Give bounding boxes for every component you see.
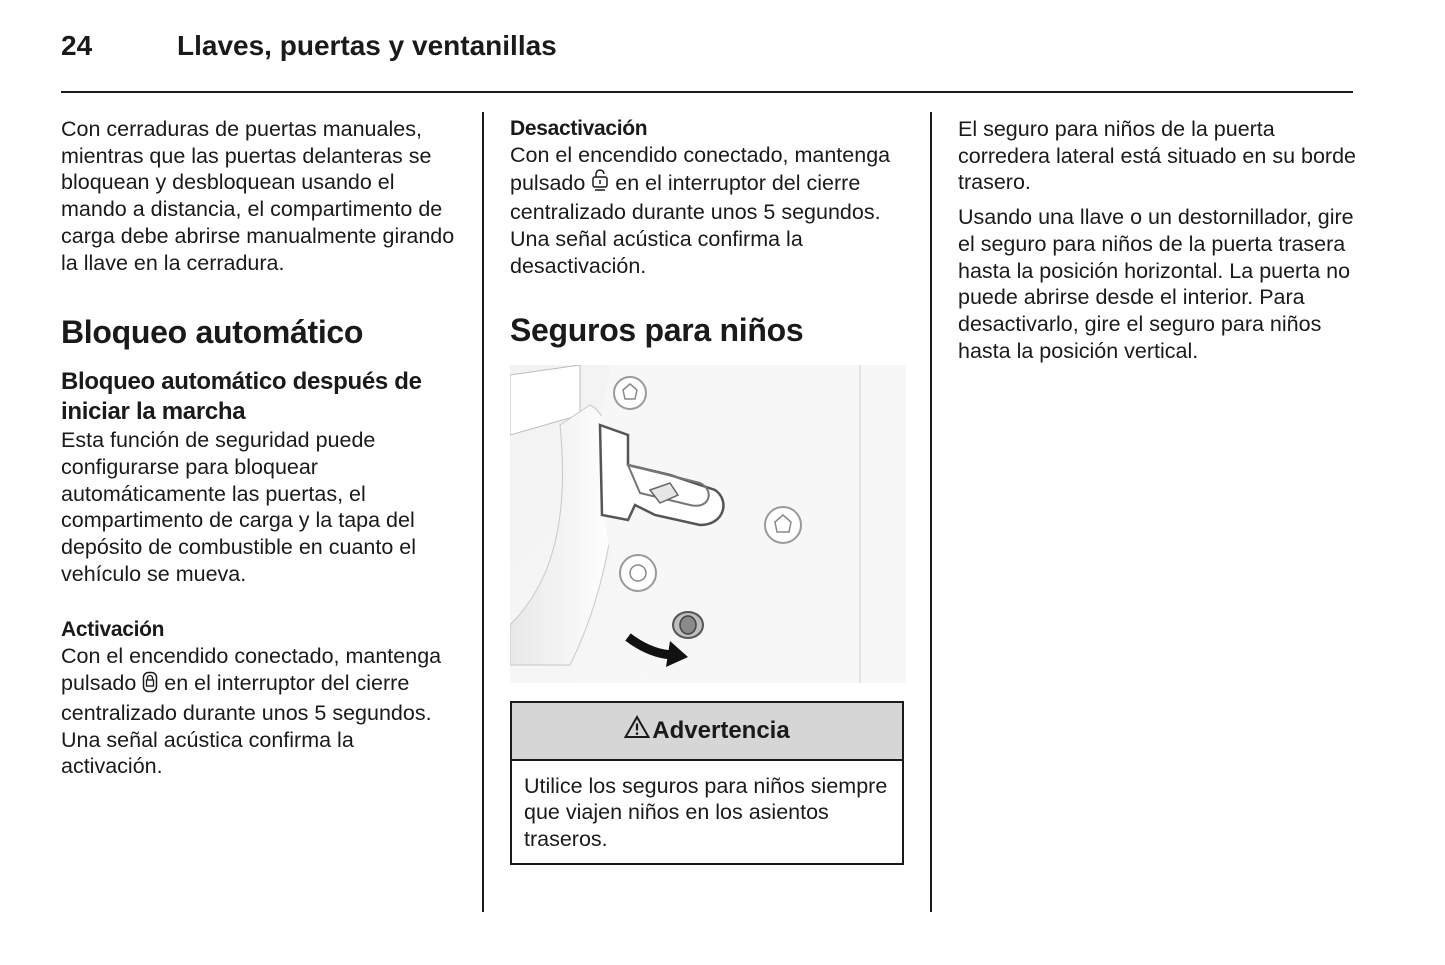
deactivation-title: Desactivación <box>510 117 648 140</box>
rear-door-paragraph: Usando una llave o un destornillador, gire el seguro para niños de la puerta trasera hasta la posición horizontal. La puerta no puede abrirse desde el interior. Para desactivarlo, gire el seguro para niños hasta la posición vertical. <box>958 205 1354 363</box>
subsection-paragraph: Esta función de seguridad puede configurarse para bloquear automáticamente las puertas, el compartimento de carga y la tapa del depósito de combustible en cuanto el vehículo se mueva. <box>61 428 416 586</box>
column-right <box>958 116 1356 372</box>
activation-text-end: en el interruptor del cierre centralizado durante unos 5 segundos. Una señal acústica confirma la activación. <box>61 671 432 779</box>
column-divider-2 <box>930 112 932 912</box>
header-rule <box>61 91 1353 93</box>
chapter-title: Llaves, puertas y ventanillas <box>177 30 557 61</box>
warning-text: Utilice los seguros para niños siempre que viajen niños en los asientos traseros. <box>524 773 888 851</box>
column-middle <box>510 116 906 865</box>
activation-title: Activación <box>61 618 165 642</box>
deactivation-paragraph <box>510 142 906 280</box>
subsection-title: Bloqueo automático después de iniciar la marcha <box>61 368 422 426</box>
column-divider-1 <box>482 112 484 912</box>
page-number: 24 <box>61 30 93 61</box>
unlock-icon <box>591 169 609 200</box>
page-header <box>61 30 1353 92</box>
deactivation-text-end: en el interruptor del cierre centralizado durante unos 5 segundos. Una señal acústica confirma la desactivación. <box>510 170 881 278</box>
warning-triangle-icon <box>624 715 650 746</box>
warning-title: Advertencia <box>652 716 790 744</box>
deactivation-text-start: Con el encendido conectado, mantenga pulsado <box>510 143 891 195</box>
lock-icon <box>142 671 158 700</box>
sliding-door-paragraph: El seguro para niños de la puerta corredera lateral está situado en su borde trasero. <box>958 117 1356 195</box>
section-title-seguros: Seguros para niños <box>510 311 804 348</box>
activation-text-start: Con el encendido conectado, mantenga pulsado <box>61 644 442 696</box>
activation-paragraph <box>61 643 461 780</box>
child-lock-illustration <box>510 365 906 683</box>
intro-paragraph: Con cerraduras de puertas manuales, mientras que las puertas delanteras se bloquean y desbloquean usando el mando a distancia, el compartimento de carga debe abrirse manualmente girando la llave en la cerradura. <box>61 117 455 275</box>
warning-header <box>512 703 902 761</box>
warning-box <box>510 701 904 865</box>
warning-body <box>512 761 902 863</box>
section-title-bloqueo: Bloqueo automático <box>61 314 364 351</box>
column-left <box>61 116 461 788</box>
